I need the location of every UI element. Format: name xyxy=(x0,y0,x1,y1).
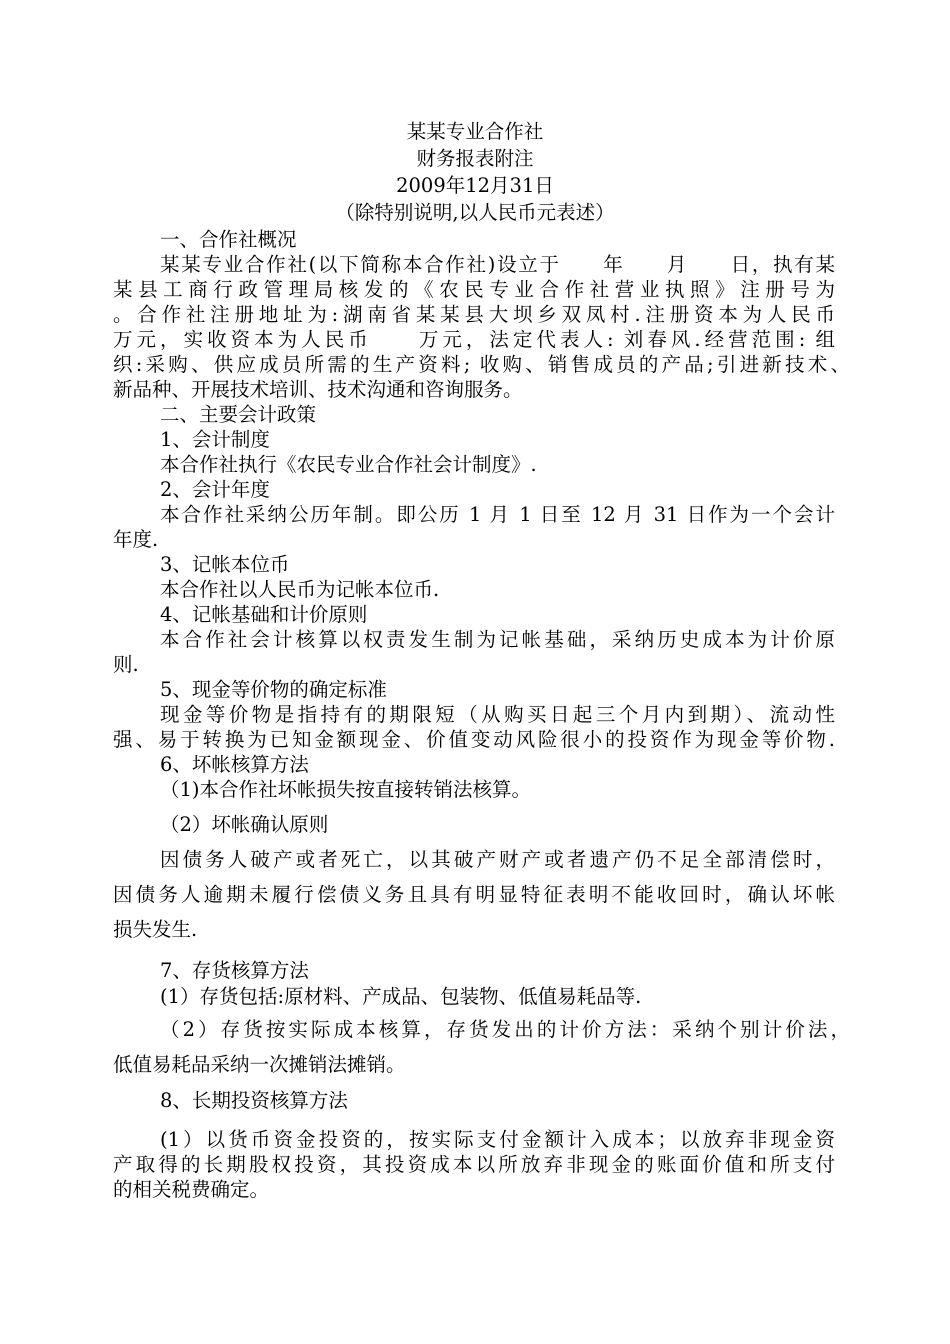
paragraph-line: 现金等价物是指持有的期限短（从购买日起三个月内到期）、流动性 xyxy=(160,703,835,726)
section-heading: 一、合作社概况 xyxy=(160,228,297,251)
paragraph-line: 本合作社执行《农民专业合作社会计制度》. xyxy=(160,453,537,476)
subsection-heading: 7、存货核算方法 xyxy=(160,959,309,982)
subsection-heading: 8、长期投资核算方法 xyxy=(160,1089,348,1112)
subsection-heading: 6、坏帐核算方法 xyxy=(160,753,309,776)
paragraph-line: （2）存货按实际成本核算，存货发出的计价方法：采纳个别计价法， xyxy=(160,1018,850,1041)
paragraph-line: 万元，实收资本为人民币 万元，法定代表人: 刘春风.经营范围: 组 xyxy=(113,328,835,351)
paragraph-line: (1）存货包括:原材料、产成品、包装物、低值易耗品等. xyxy=(160,985,642,1008)
paragraph-line: 损失发生. xyxy=(113,918,198,941)
paragraph-line: 强、易于转换为已知金额现金、价值变动风险很小的投资作为现金等价物. xyxy=(113,728,835,751)
paragraph-line: 织:采购、供应成员所需的生产资料; 收购、销售成员的产品;引进新技术、 xyxy=(113,353,850,376)
paragraph-line: （1)本合作社坏帐损失按直接转销法核算。 xyxy=(160,778,532,801)
paragraph-line: (1）以货币资金投资的，按实际支付金额计入成本；以放弃非现金资 xyxy=(160,1128,835,1151)
paragraph-line: 产取得的长期股权投资，其投资成本以所放弃非现金的账面价值和所支付 xyxy=(113,1153,835,1176)
paragraph-line: （2）坏帐确认原则 xyxy=(160,813,329,836)
subsection-heading: 5、现金等价物的确定标准 xyxy=(160,678,387,701)
subsection-heading: 1、会计制度 xyxy=(160,428,270,451)
subsection-heading: 4、记帐基础和计价原则 xyxy=(160,603,368,626)
document-title: 某某专业合作社 xyxy=(406,120,544,143)
report-date: 2009年12月31日 xyxy=(396,174,554,197)
subsection-heading: 2、会计年度 xyxy=(160,478,270,501)
paragraph-line: 。合作社注册地址为:湖南省某某县大坝乡双凤村.注册资本为人民币 xyxy=(113,303,835,326)
section-heading: 二、主要会计政策 xyxy=(160,403,317,426)
currency-note: （除特别说明,以人民币元表述） xyxy=(335,201,615,224)
paragraph-line: 因债务人破产或者死亡，以其破产财产或者遗产仍不足全部清偿时， xyxy=(160,848,835,871)
paragraph-line: 则. xyxy=(113,653,139,676)
paragraph-line: 本合作社以人民币为记帐本位币. xyxy=(160,578,440,601)
paragraph-line: 某县工商行政管理局核发的《农民专业合作社营业执照》注册号为 xyxy=(113,278,835,301)
paragraph-line: 年度. xyxy=(113,528,159,551)
document-subtitle: 财务报表附注 xyxy=(416,147,534,170)
paragraph-line: 低值易耗品采纳一次摊销法摊销。 xyxy=(113,1053,406,1076)
paragraph-line: 因债务人逾期未履行偿债义务且具有明显特征表明不能收回时，确认坏帐 xyxy=(113,883,835,906)
paragraph-line: 本合作社会计核算以权责发生制为记帐基础，采纳历史成本为计价原 xyxy=(160,628,835,651)
subsection-heading: 3、记帐本位币 xyxy=(160,553,290,576)
paragraph-line: 某某专业合作社(以下简称本合作社)设立于 年 月 日，执有某 xyxy=(160,253,835,276)
paragraph-line: 新品种、开展技术培训、技术沟通和咨询服务。 xyxy=(113,378,523,401)
paragraph-line: 本合作社采纳公历年制。即公历 1 月 1 日至 12 月 31 日作为一个会计 xyxy=(160,503,835,526)
paragraph-line: 的相关税费确定。 xyxy=(113,1178,270,1201)
